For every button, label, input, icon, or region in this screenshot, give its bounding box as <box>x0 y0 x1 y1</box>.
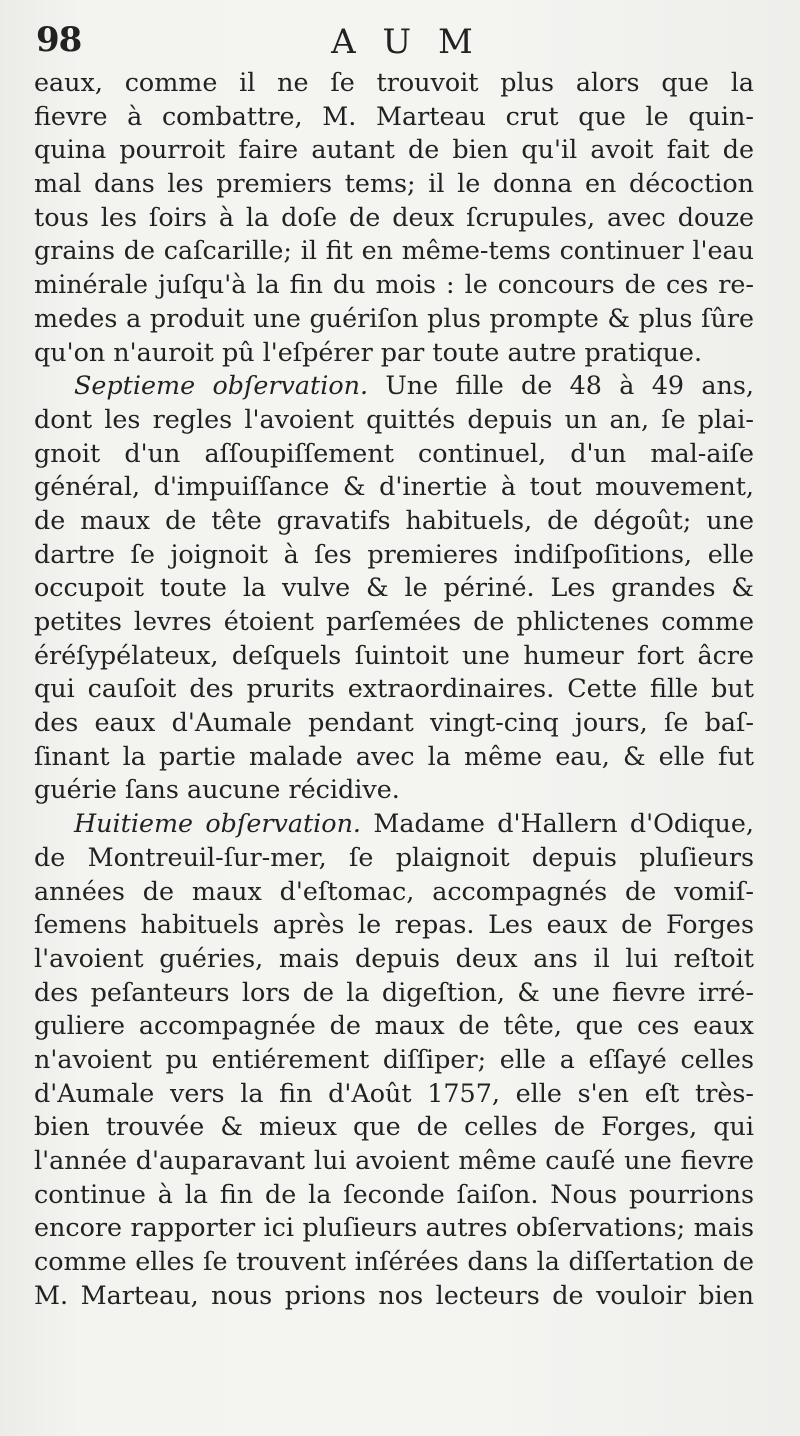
text-line <box>34 639 754 673</box>
text-line <box>34 369 754 403</box>
line-text: bien trouvée & mieux que de celles de Forges, qui <box>34 1111 754 1142</box>
text-line <box>34 605 754 639</box>
page-header <box>36 20 760 70</box>
line-text: minérale juſqu'à la fin du mois : le concours de ces re- <box>34 269 754 300</box>
text-line <box>34 773 754 807</box>
text-line <box>34 1077 754 1111</box>
text-line <box>34 538 754 572</box>
line-text: qui cauſoit des prurits extraordinaires. Cette fille but <box>34 673 754 704</box>
line-text: de maux de tête gravatifs habituels, de dégoût; une <box>34 504 754 535</box>
text-line <box>34 740 754 774</box>
line-text: mal dans les premiers tems; il le donna en décoction <box>34 168 754 199</box>
line-text: éréſypélateux, deſquels ſuintoit une humeur fort âcre <box>34 639 754 670</box>
line-text: l'avoient guéries, mais depuis deux ans il lui reſtoit <box>34 942 754 973</box>
text-line <box>34 1110 754 1144</box>
line-text: gnoit d'un aſſoupiſſement continuel, d'un mal-aiſe <box>34 437 754 468</box>
body-text <box>34 66 754 1312</box>
line-text: medes a produit une guériſon plus prompte & plus ſûre <box>34 302 754 333</box>
text-line <box>34 1245 754 1279</box>
text-line <box>34 875 754 909</box>
text-line <box>34 470 754 504</box>
line-text: encore rapporter ici pluſieurs autres obſervations; mais <box>34 1212 754 1243</box>
line-text: des eaux d'Aumale pendant vingt-cinq jours, ſe baſ- <box>34 707 754 738</box>
text-line <box>34 437 754 471</box>
text-line <box>34 1279 754 1313</box>
text-line <box>34 268 754 302</box>
text-line <box>34 571 754 605</box>
text-line <box>34 942 754 976</box>
text-line <box>34 706 754 740</box>
text-line <box>34 234 754 268</box>
text-line <box>34 672 754 706</box>
line-text: comme elles ſe trouvent inſérées dans la diſſertation de <box>34 1246 754 1277</box>
text-line <box>34 403 754 437</box>
line-text: guérie ſans aucune récidive. <box>34 774 400 805</box>
observation-heading: Huitieme obſervation. <box>74 808 362 839</box>
line-text: fievre à combattre, M. Marteau crut que le quin- <box>34 100 754 131</box>
line-text: occupoit toute la vulve & le périné. Les grandes & <box>34 572 754 603</box>
running-head: A U M <box>331 22 481 62</box>
text-line <box>34 504 754 538</box>
text-line <box>34 302 754 336</box>
line-text: général, d'impuiſſance & d'inertie à tout mouvement, <box>34 471 754 502</box>
line-text: quina pourroit faire autant de bien qu'il avoit fait de <box>34 134 754 165</box>
text-line <box>34 976 754 1010</box>
line-text: n'avoient pu entiérement diſſiper; elle a eſſayé celles <box>34 1043 754 1074</box>
line-text: années de maux d'eſtomac, accompagnés de vomiſ- <box>34 875 754 906</box>
line-text: eaux, comme il ne ſe trouvoit plus alors que la <box>34 67 754 97</box>
text-line <box>34 1144 754 1178</box>
observation-heading: Septieme obſervation. <box>74 370 369 401</box>
line-text: des peſanteurs lors de la digeſtion, & une fievre irré- <box>34 976 754 1007</box>
text-line <box>34 1211 754 1245</box>
line-text: Madame d'Hallern d'Odique, <box>361 808 754 839</box>
text-line <box>34 133 754 167</box>
text-line <box>34 66 754 100</box>
text-line <box>34 841 754 875</box>
line-text: M. Marteau, nous prions nos lecteurs de vouloir bien <box>34 1279 754 1310</box>
text-line <box>34 201 754 235</box>
line-text: Une fille de 48 à 49 ans, <box>368 370 754 401</box>
line-text: dartre ſe joignoit à ſes premieres indiſpoſitions, elle <box>34 538 754 569</box>
text-line <box>34 1043 754 1077</box>
text-line <box>34 807 754 841</box>
line-text: ſinant la partie malade avec la même eau, & elle fut <box>34 740 754 771</box>
text-line <box>34 908 754 942</box>
line-text: dont les regles l'avoient quittés depuis un an, ſe plai- <box>34 403 754 434</box>
line-text: petites levres étoient parſemées de phlictenes comme <box>34 606 754 636</box>
page-number: 98 <box>36 20 82 60</box>
text-line <box>34 100 754 134</box>
line-text: d'Aumale vers la fin d'Août 1757, elle s'en eſt très- <box>34 1077 754 1108</box>
line-text: tous les ſoirs à la doſe de deux ſcrupules, avec douze <box>34 201 754 232</box>
line-text: continue à la fin de la ſeconde ſaiſon. Nous pourrions <box>34 1178 754 1209</box>
text-line <box>34 167 754 201</box>
text-line <box>34 1178 754 1212</box>
line-text: qu'on n'auroit pû l'eſpérer par toute autre pratique. <box>34 336 703 367</box>
text-line <box>34 1009 754 1043</box>
line-text: de Montreuil-ſur-mer, ſe plaignoit depuis pluſieurs <box>34 841 754 872</box>
line-text: grains de caſcarille; il fit en même-tems continuer l'eau <box>34 235 754 266</box>
text-line <box>34 336 754 370</box>
line-text: l'année d'auparavant lui avoient même cauſé une fievre <box>34 1145 754 1175</box>
line-text: ſemens habituels après le repas. Les eaux de Forges <box>34 909 754 940</box>
line-text: guliere accompagnée de maux de tête, que ces eaux <box>34 1010 754 1041</box>
